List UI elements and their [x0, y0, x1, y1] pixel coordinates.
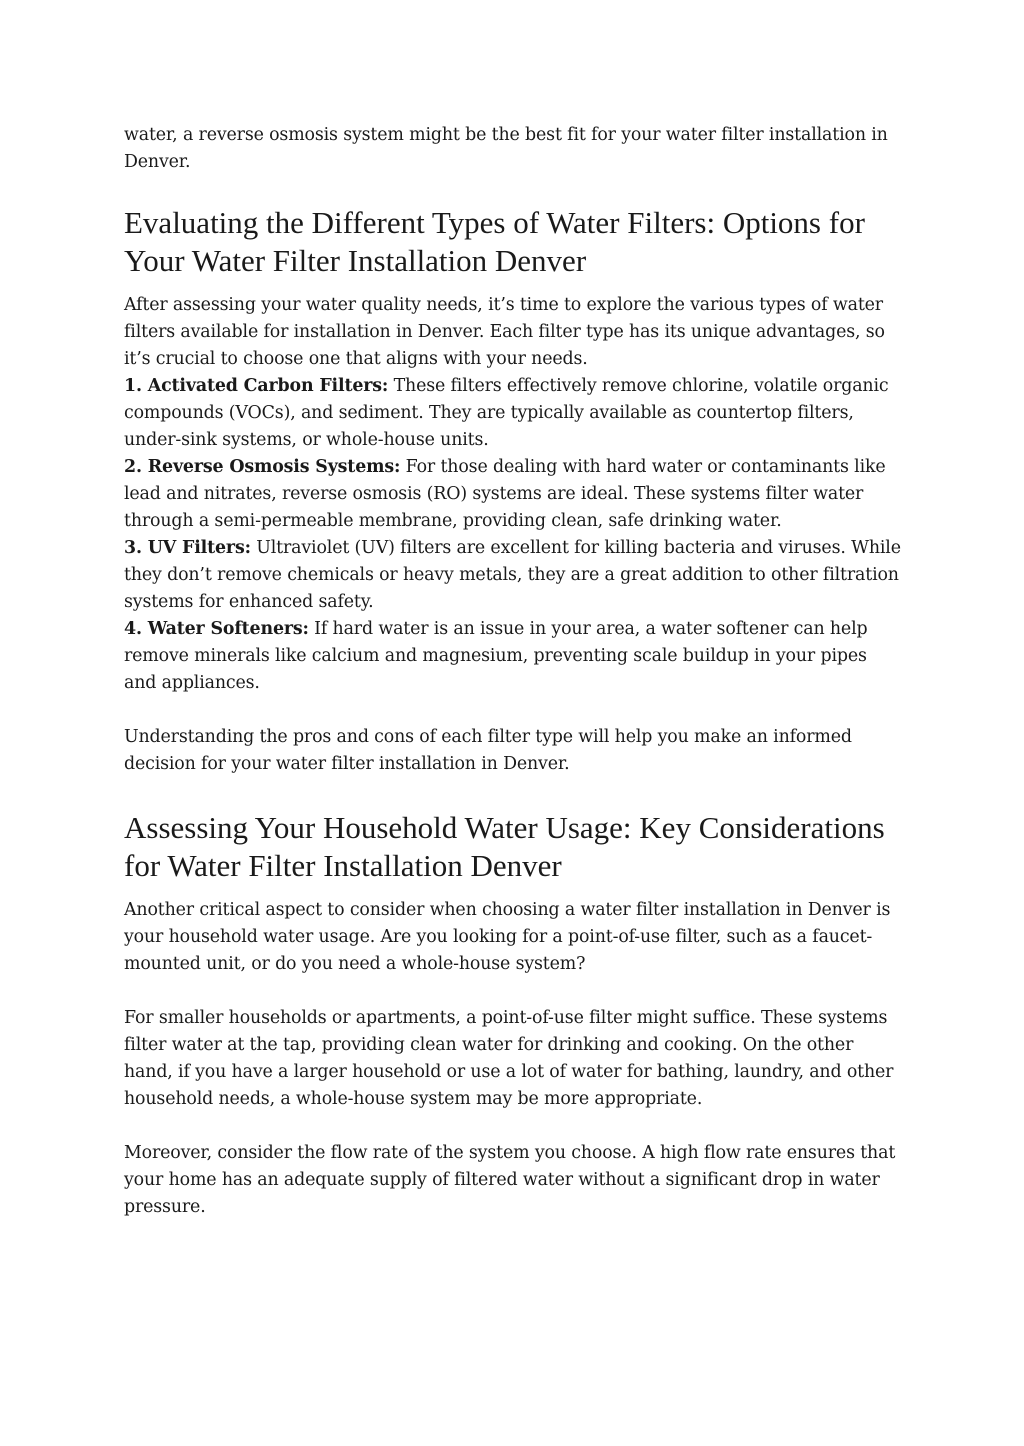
list-item-activated-carbon	[124, 373, 904, 454]
section-heading-household-usage: Assessing Your Household Water Usage: Key Considerations for Water Filter Installation Denver	[124, 810, 885, 883]
document-page	[124, 122, 904, 1221]
list-item-text: These filters effectively remove chlorine, volatile organic compounds (VOCs), and sediment. They are typically available as countertop filters, under-sink systems, or whole-house units.	[124, 376, 889, 450]
list-item-title: 3. UV Filters:	[124, 538, 251, 558]
list-item-title: 1. Activated Carbon Filters:	[124, 376, 389, 396]
section2-paragraph-household-size: For smaller households or apartments, a point-of-use filter might suffice. These systems filter water at the tap, providing clean water for drinking and cooking. On the other hand, if you have a larger household or use a lot of water for bathing, laundry, and other household needs, a whole-house system may be more appropriate.	[124, 1008, 894, 1109]
section2-paragraph-flow-rate: Moreover, consider the flow rate of the system you choose. A high flow rate ensures that your home has an adequate supply of filtered water without a significant drop in water pressure.	[124, 1143, 896, 1217]
list-item-text: Ultraviolet (UV) filters are excellent for killing bacteria and viruses. While they don’t remove chemicals or heavy metals, they are a great addition to other filtration systems for enhanced safety.	[124, 538, 901, 612]
section2-paragraph-usage: Another critical aspect to consider when choosing a water filter installation in Denver is your household water usage. Are you looking for a point-of-use filter, such as a faucet-mounted unit, or do you need a whole-house system?	[124, 900, 891, 974]
section-heading-filter-types: Evaluating the Different Types of Water Filters: Options for Your Water Filter Installation Denver	[124, 205, 865, 278]
intro-paragraph: water, a reverse osmosis system might be the best fit for your water filter installation in Denver.	[124, 125, 888, 172]
list-item-water-softeners	[124, 616, 904, 697]
section1-intro-paragraph: After assessing your water quality needs, it’s time to explore the various types of water filters available for installation in Denver. Each filter type has its unique advantages, so it’s crucial to choose one that aligns with your needs.	[124, 295, 885, 369]
list-item-text: If hard water is an issue in your area, a water softener can help remove minerals like calcium and magnesium, preventing scale buildup in your pipes and appliances.	[124, 619, 868, 693]
list-item-uv-filters	[124, 535, 904, 616]
list-item-reverse-osmosis	[124, 454, 904, 535]
section1-closing-paragraph: Understanding the pros and cons of each filter type will help you make an informed decision for your water filter installation in Denver.	[124, 727, 852, 774]
list-item-title: 2. Reverse Osmosis Systems:	[124, 457, 401, 477]
list-item-title: 4. Water Softeners:	[124, 619, 309, 639]
list-item-text: For those dealing with hard water or contaminants like lead and nitrates, reverse osmosis (RO) systems are ideal. These systems filter water through a semi-permeable membrane, providing clean, safe drinking water.	[124, 457, 886, 531]
